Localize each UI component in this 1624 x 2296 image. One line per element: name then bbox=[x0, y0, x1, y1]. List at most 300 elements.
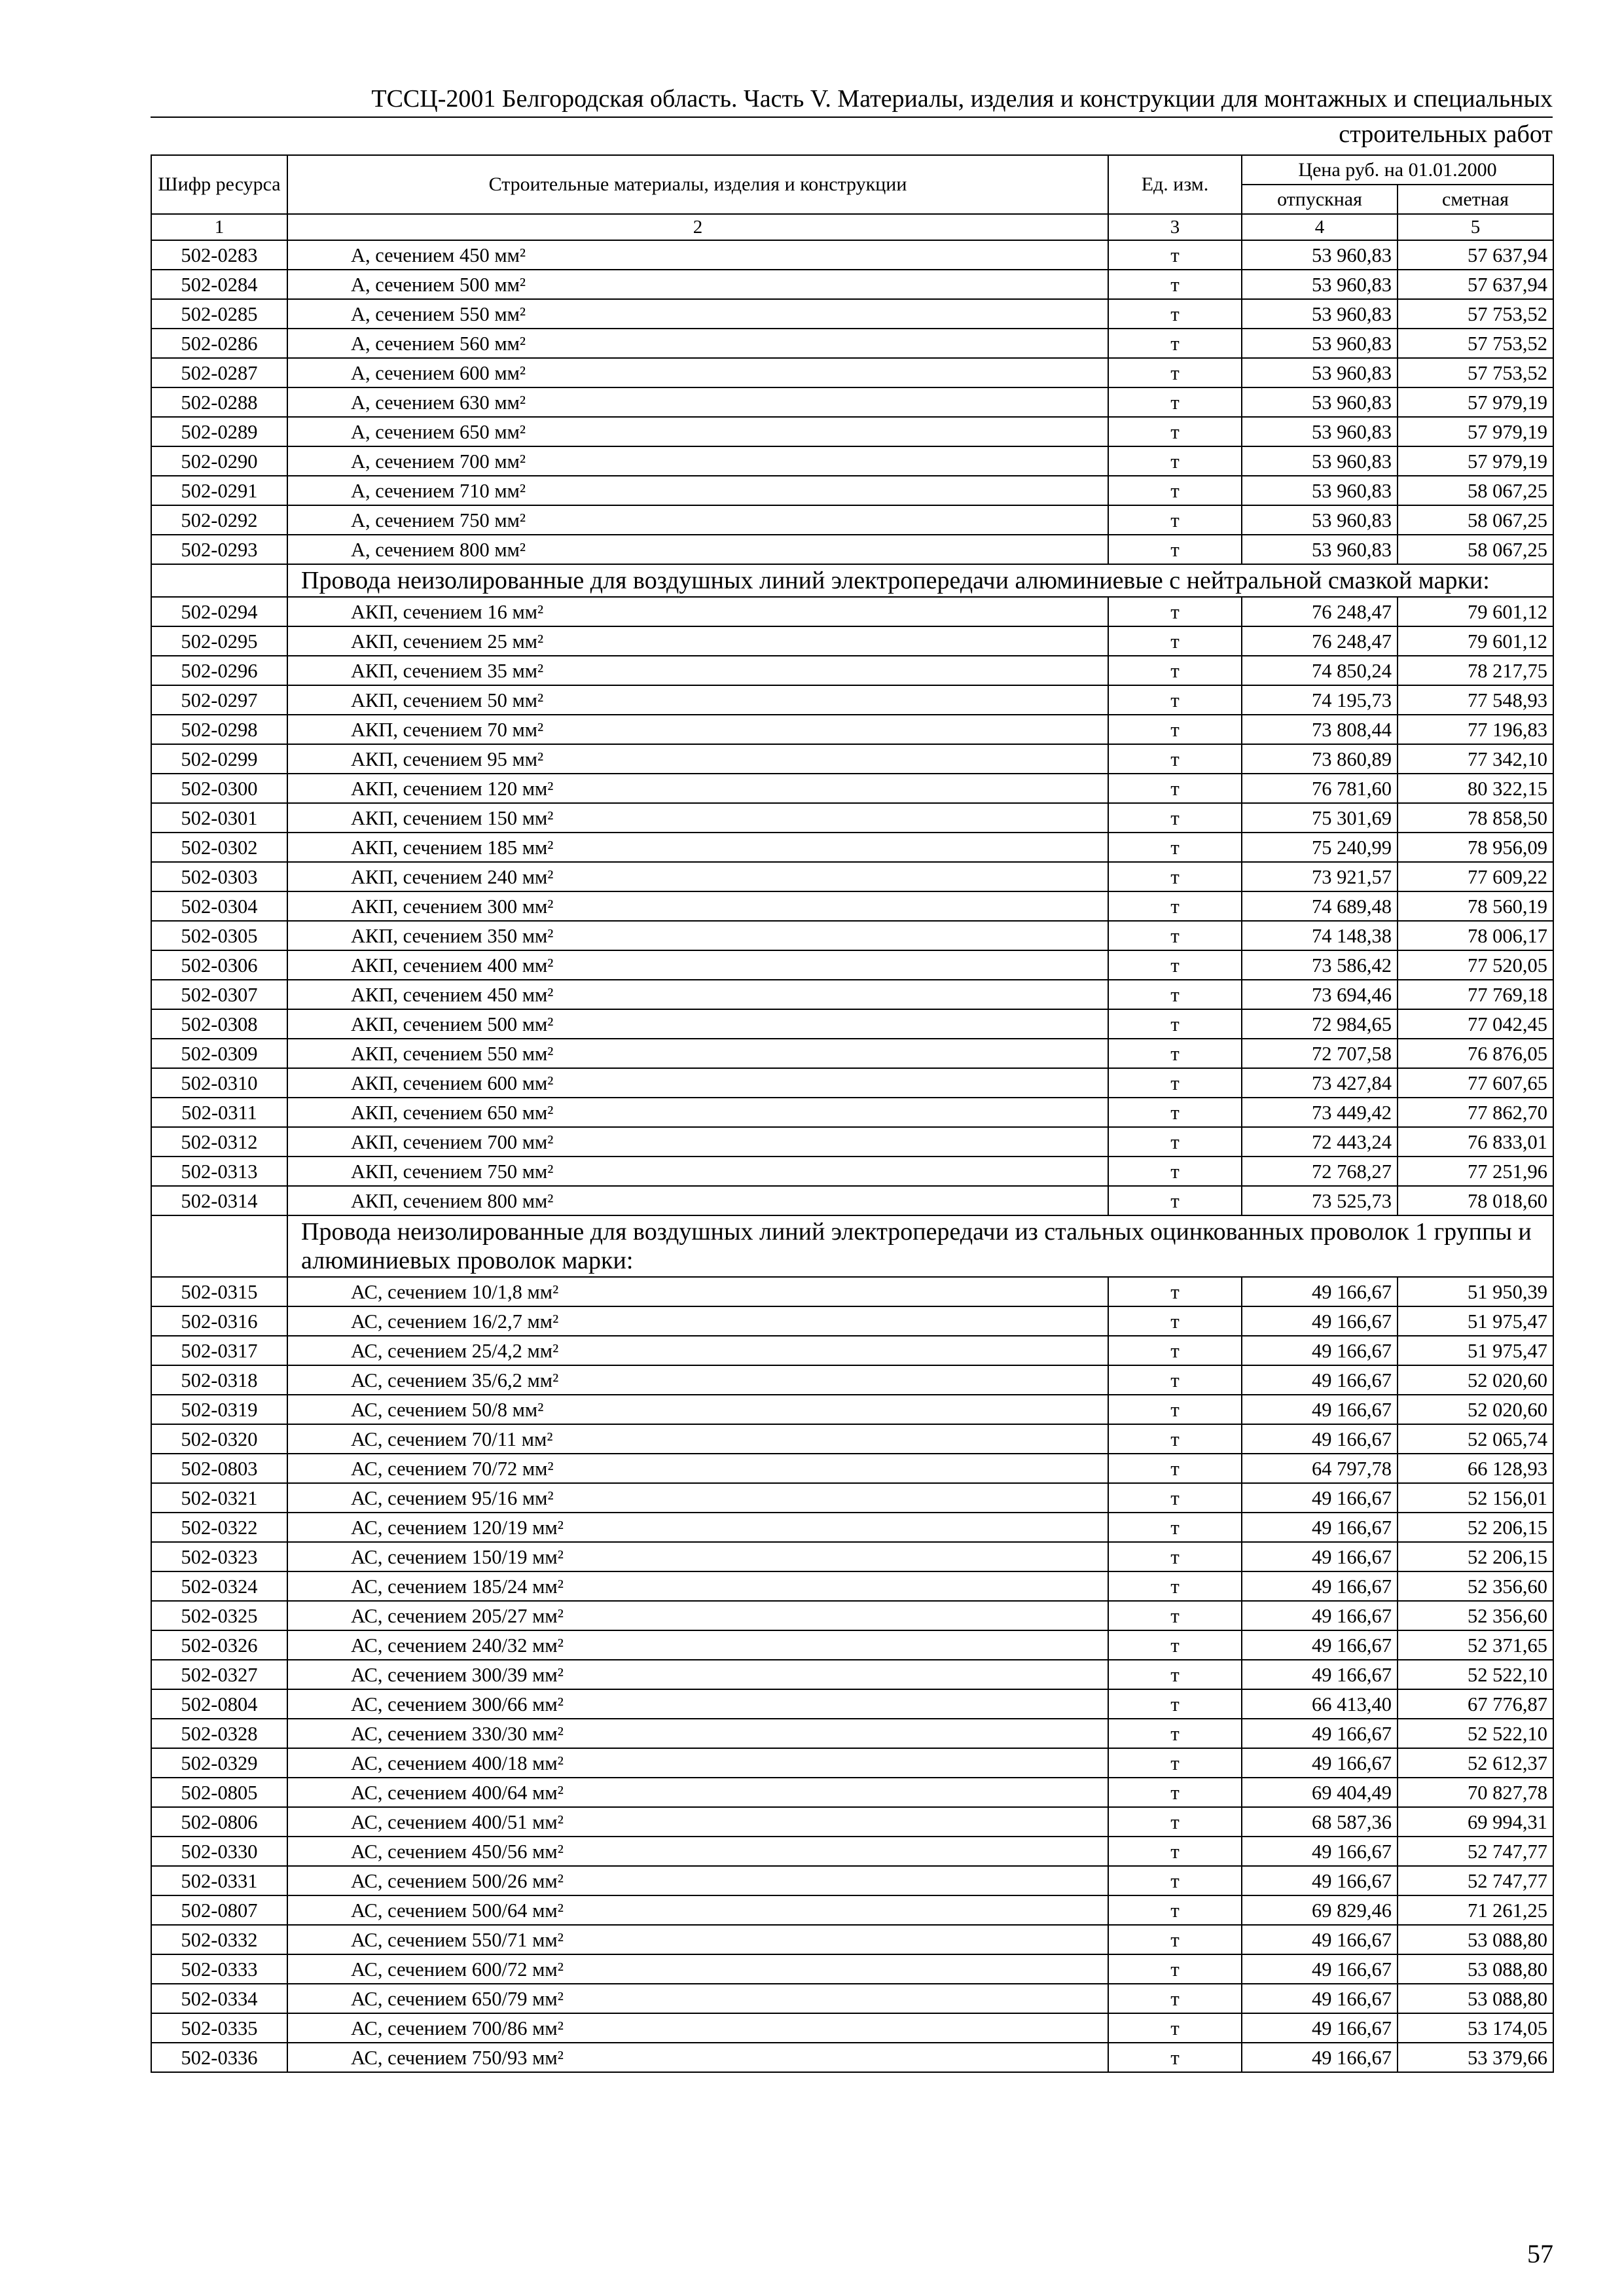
unit-cell: т bbox=[1108, 299, 1242, 329]
resource-code-cell: 502-0308 bbox=[151, 1009, 287, 1039]
material-name-cell: АС, сечением 500/64 мм² bbox=[287, 1895, 1108, 1925]
material-name-cell: АКП, сечением 35 мм² bbox=[287, 656, 1108, 685]
estimate-price-cell: 52 371,65 bbox=[1398, 1630, 1553, 1660]
table-row bbox=[151, 358, 1553, 387]
release-price-cell: 53 960,83 bbox=[1242, 358, 1398, 387]
unit-cell: т bbox=[1108, 1513, 1242, 1542]
unit-cell: т bbox=[1108, 387, 1242, 417]
release-price-cell: 49 166,67 bbox=[1242, 2013, 1398, 2043]
column-number: 2 bbox=[287, 214, 1108, 240]
resource-code-cell: 502-0330 bbox=[151, 1837, 287, 1866]
unit-cell: т bbox=[1108, 1866, 1242, 1895]
release-price-cell: 49 166,67 bbox=[1242, 1395, 1398, 1424]
estimate-price-cell: 79 601,12 bbox=[1398, 597, 1553, 626]
resource-code-cell: 502-0309 bbox=[151, 1039, 287, 1068]
page-number: 57 bbox=[1527, 2239, 1553, 2269]
material-name-cell: АС, сечением 400/64 мм² bbox=[287, 1778, 1108, 1807]
table-row bbox=[151, 862, 1553, 891]
unit-cell: т bbox=[1108, 1186, 1242, 1215]
estimate-price-cell: 78 858,50 bbox=[1398, 803, 1553, 833]
table-row bbox=[151, 1039, 1553, 1068]
unit-cell: т bbox=[1108, 1807, 1242, 1837]
release-price-cell: 75 301,69 bbox=[1242, 803, 1398, 833]
table-row bbox=[151, 921, 1553, 950]
material-name-cell: АКП, сечением 16 мм² bbox=[287, 597, 1108, 626]
release-price-cell: 49 166,67 bbox=[1242, 1837, 1398, 1866]
table-row bbox=[151, 715, 1553, 744]
estimate-price-cell: 52 206,15 bbox=[1398, 1513, 1553, 1542]
material-name-cell: АКП, сечением 350 мм² bbox=[287, 921, 1108, 950]
section-title: Провода неизолированные для воздушных линий электропередачи из стальных оцинкованных проволок 1 группы и алюминиевых проволок марки: bbox=[287, 1215, 1553, 1277]
estimate-price-cell: 57 979,19 bbox=[1398, 387, 1553, 417]
estimate-price-cell: 52 522,10 bbox=[1398, 1719, 1553, 1748]
estimate-price-cell: 52 020,60 bbox=[1398, 1395, 1553, 1424]
section-code-cell bbox=[151, 564, 287, 597]
resource-code-cell: 502-0804 bbox=[151, 1689, 287, 1719]
material-name-cell: АС, сечением 500/26 мм² bbox=[287, 1866, 1108, 1895]
table-row bbox=[151, 1954, 1553, 1984]
unit-cell: т bbox=[1108, 240, 1242, 270]
estimate-price-cell: 57 753,52 bbox=[1398, 329, 1553, 358]
material-name-cell: А, сечением 500 мм² bbox=[287, 270, 1108, 299]
table-row bbox=[151, 240, 1553, 270]
table-row bbox=[151, 1984, 1553, 2013]
release-price-cell: 73 525,73 bbox=[1242, 1186, 1398, 1215]
resource-code-cell: 502-0297 bbox=[151, 685, 287, 715]
unit-cell: т bbox=[1108, 1630, 1242, 1660]
material-name-cell: АКП, сечением 120 мм² bbox=[287, 774, 1108, 803]
column-number: 5 bbox=[1398, 214, 1553, 240]
unit-cell: т bbox=[1108, 1277, 1242, 1306]
unit-cell: т bbox=[1108, 626, 1242, 656]
section-row bbox=[151, 1215, 1553, 1277]
material-name-cell: АС, сечением 400/51 мм² bbox=[287, 1807, 1108, 1837]
release-price-cell: 72 443,24 bbox=[1242, 1127, 1398, 1157]
resource-code-cell: 502-0315 bbox=[151, 1277, 287, 1306]
estimate-price-cell: 69 994,31 bbox=[1398, 1807, 1553, 1837]
resource-code-cell: 502-0807 bbox=[151, 1895, 287, 1925]
material-name-cell: АКП, сечением 95 мм² bbox=[287, 744, 1108, 774]
unit-cell: т bbox=[1108, 270, 1242, 299]
column-number: 1 bbox=[151, 214, 287, 240]
estimate-price-cell: 77 042,45 bbox=[1398, 1009, 1553, 1039]
release-price-cell: 72 707,58 bbox=[1242, 1039, 1398, 1068]
estimate-price-cell: 51 950,39 bbox=[1398, 1277, 1553, 1306]
material-name-cell: АКП, сечением 650 мм² bbox=[287, 1098, 1108, 1127]
estimate-price-cell: 51 975,47 bbox=[1398, 1336, 1553, 1365]
material-name-cell: А, сечением 710 мм² bbox=[287, 476, 1108, 505]
unit-cell: т bbox=[1108, 744, 1242, 774]
release-price-cell: 73 808,44 bbox=[1242, 715, 1398, 744]
material-name-cell: А, сечением 650 мм² bbox=[287, 417, 1108, 446]
material-name-cell: АКП, сечением 185 мм² bbox=[287, 833, 1108, 862]
release-price-cell: 49 166,67 bbox=[1242, 1954, 1398, 1984]
resource-code-cell: 502-0291 bbox=[151, 476, 287, 505]
resource-code-cell: 502-0328 bbox=[151, 1719, 287, 1748]
table-row bbox=[151, 1306, 1553, 1336]
estimate-price-cell: 52 156,01 bbox=[1398, 1483, 1553, 1513]
material-name-cell: АС, сечением 240/32 мм² bbox=[287, 1630, 1108, 1660]
resource-code-cell: 502-0322 bbox=[151, 1513, 287, 1542]
estimate-price-cell: 77 520,05 bbox=[1398, 950, 1553, 980]
section-row bbox=[151, 564, 1553, 597]
release-price-cell: 49 166,67 bbox=[1242, 1866, 1398, 1895]
resource-code-cell: 502-0332 bbox=[151, 1925, 287, 1954]
unit-cell: т bbox=[1108, 715, 1242, 744]
table-row bbox=[151, 774, 1553, 803]
unit-cell: т bbox=[1108, 1039, 1242, 1068]
resource-code-cell: 502-0284 bbox=[151, 270, 287, 299]
table-row bbox=[151, 1277, 1553, 1306]
unit-cell: т bbox=[1108, 417, 1242, 446]
release-price-cell: 49 166,67 bbox=[1242, 1483, 1398, 1513]
unit-cell: т bbox=[1108, 1571, 1242, 1601]
material-name-cell: АС, сечением 50/8 мм² bbox=[287, 1395, 1108, 1424]
resource-code-cell: 502-0325 bbox=[151, 1601, 287, 1630]
release-price-cell: 49 166,67 bbox=[1242, 1748, 1398, 1778]
table-row bbox=[151, 476, 1553, 505]
release-price-cell: 73 921,57 bbox=[1242, 862, 1398, 891]
estimate-price-cell: 77 342,10 bbox=[1398, 744, 1553, 774]
release-price-cell: 66 413,40 bbox=[1242, 1689, 1398, 1719]
estimate-price-cell: 77 769,18 bbox=[1398, 980, 1553, 1009]
estimate-price-cell: 52 206,15 bbox=[1398, 1542, 1553, 1571]
release-price-cell: 49 166,67 bbox=[1242, 1571, 1398, 1601]
release-price-cell: 73 449,42 bbox=[1242, 1098, 1398, 1127]
resource-code-cell: 502-0320 bbox=[151, 1424, 287, 1454]
table-row bbox=[151, 1186, 1553, 1215]
table-row bbox=[151, 1630, 1553, 1660]
unit-cell: т bbox=[1108, 1306, 1242, 1336]
resource-code-cell: 502-0302 bbox=[151, 833, 287, 862]
estimate-price-cell: 80 322,15 bbox=[1398, 774, 1553, 803]
material-name-cell: А, сечением 600 мм² bbox=[287, 358, 1108, 387]
material-name-cell: АС, сечением 300/39 мм² bbox=[287, 1660, 1108, 1689]
unit-cell: т bbox=[1108, 1157, 1242, 1186]
material-name-cell: АКП, сечением 300 мм² bbox=[287, 891, 1108, 921]
column-header-unit: Ед. изм. bbox=[1108, 155, 1242, 214]
unit-cell: т bbox=[1108, 597, 1242, 626]
unit-cell: т bbox=[1108, 656, 1242, 685]
column-number: 4 bbox=[1242, 214, 1398, 240]
material-name-cell: АКП, сечением 50 мм² bbox=[287, 685, 1108, 715]
release-price-cell: 49 166,67 bbox=[1242, 1630, 1398, 1660]
column-number: 3 bbox=[1108, 214, 1242, 240]
release-price-cell: 49 166,67 bbox=[1242, 2043, 1398, 2072]
table-row bbox=[151, 950, 1553, 980]
table-row bbox=[151, 1068, 1553, 1098]
table-row bbox=[151, 535, 1553, 564]
material-name-cell: АС, сечением 600/72 мм² bbox=[287, 1954, 1108, 1984]
estimate-price-cell: 52 747,77 bbox=[1398, 1866, 1553, 1895]
unit-cell: т bbox=[1108, 921, 1242, 950]
release-price-cell: 49 166,67 bbox=[1242, 1365, 1398, 1395]
estimate-price-cell: 57 753,52 bbox=[1398, 358, 1553, 387]
resource-code-cell: 502-0316 bbox=[151, 1306, 287, 1336]
estimate-price-cell: 52 065,74 bbox=[1398, 1424, 1553, 1454]
estimate-price-cell: 77 196,83 bbox=[1398, 715, 1553, 744]
material-name-cell: АКП, сечением 550 мм² bbox=[287, 1039, 1108, 1068]
estimate-price-cell: 52 356,60 bbox=[1398, 1571, 1553, 1601]
resource-code-cell: 502-0290 bbox=[151, 446, 287, 476]
release-price-cell: 64 797,78 bbox=[1242, 1454, 1398, 1483]
table-row bbox=[151, 1660, 1553, 1689]
estimate-price-cell: 78 006,17 bbox=[1398, 921, 1553, 950]
table-row bbox=[151, 1807, 1553, 1837]
resource-code-cell: 502-0329 bbox=[151, 1748, 287, 1778]
release-price-cell: 53 960,83 bbox=[1242, 505, 1398, 535]
resource-code-cell: 502-0286 bbox=[151, 329, 287, 358]
material-name-cell: А, сечением 700 мм² bbox=[287, 446, 1108, 476]
price-table-header bbox=[151, 155, 1553, 240]
release-price-cell: 49 166,67 bbox=[1242, 1925, 1398, 1954]
release-price-cell: 53 960,83 bbox=[1242, 387, 1398, 417]
estimate-price-cell: 53 088,80 bbox=[1398, 1954, 1553, 1984]
unit-cell: т bbox=[1108, 1601, 1242, 1630]
unit-cell: т bbox=[1108, 1778, 1242, 1807]
release-price-cell: 49 166,67 bbox=[1242, 1424, 1398, 1454]
unit-cell: т bbox=[1108, 1542, 1242, 1571]
resource-code-cell: 502-0305 bbox=[151, 921, 287, 950]
material-name-cell: АС, сечением 120/19 мм² bbox=[287, 1513, 1108, 1542]
material-name-cell: АС, сечением 205/27 мм² bbox=[287, 1601, 1108, 1630]
table-row bbox=[151, 329, 1553, 358]
material-name-cell: АС, сечением 700/86 мм² bbox=[287, 2013, 1108, 2043]
release-price-cell: 53 960,83 bbox=[1242, 417, 1398, 446]
release-price-cell: 49 166,67 bbox=[1242, 1601, 1398, 1630]
table-row bbox=[151, 505, 1553, 535]
unit-cell: т bbox=[1108, 1748, 1242, 1778]
release-price-cell: 69 829,46 bbox=[1242, 1895, 1398, 1925]
resource-code-cell: 502-0313 bbox=[151, 1157, 287, 1186]
estimate-price-cell: 79 601,12 bbox=[1398, 626, 1553, 656]
resource-code-cell: 502-0283 bbox=[151, 240, 287, 270]
table-row bbox=[151, 1719, 1553, 1748]
column-header-price-release: отпускная bbox=[1242, 185, 1398, 214]
release-price-cell: 49 166,67 bbox=[1242, 1277, 1398, 1306]
unit-cell: т bbox=[1108, 1454, 1242, 1483]
table-row bbox=[151, 1098, 1553, 1127]
resource-code-cell: 502-0304 bbox=[151, 891, 287, 921]
resource-code-cell: 502-0299 bbox=[151, 744, 287, 774]
release-price-cell: 74 195,73 bbox=[1242, 685, 1398, 715]
unit-cell: т bbox=[1108, 891, 1242, 921]
table-row bbox=[151, 2043, 1553, 2072]
table-row bbox=[151, 833, 1553, 862]
material-name-cell: АКП, сечением 150 мм² bbox=[287, 803, 1108, 833]
column-header-name: Строительные материалы, изделия и конструкции bbox=[287, 155, 1108, 214]
table-row bbox=[151, 1601, 1553, 1630]
release-price-cell: 53 960,83 bbox=[1242, 329, 1398, 358]
release-price-cell: 74 689,48 bbox=[1242, 891, 1398, 921]
release-price-cell: 49 166,67 bbox=[1242, 1542, 1398, 1571]
release-price-cell: 76 781,60 bbox=[1242, 774, 1398, 803]
unit-cell: т bbox=[1108, 1068, 1242, 1098]
unit-cell: т bbox=[1108, 1925, 1242, 1954]
resource-code-cell: 502-0324 bbox=[151, 1571, 287, 1601]
table-row bbox=[151, 1009, 1553, 1039]
material-name-cell: АС, сечением 10/1,8 мм² bbox=[287, 1277, 1108, 1306]
release-price-cell: 73 694,46 bbox=[1242, 980, 1398, 1009]
material-name-cell: АКП, сечением 450 мм² bbox=[287, 980, 1108, 1009]
resource-code-cell: 502-0312 bbox=[151, 1127, 287, 1157]
release-price-cell: 69 404,49 bbox=[1242, 1778, 1398, 1807]
material-name-cell: А, сечением 450 мм² bbox=[287, 240, 1108, 270]
estimate-price-cell: 78 956,09 bbox=[1398, 833, 1553, 862]
release-price-cell: 49 166,67 bbox=[1242, 1719, 1398, 1748]
unit-cell: т bbox=[1108, 1336, 1242, 1365]
resource-code-cell: 502-0301 bbox=[151, 803, 287, 833]
estimate-price-cell: 71 261,25 bbox=[1398, 1895, 1553, 1925]
unit-cell: т bbox=[1108, 1837, 1242, 1866]
material-name-cell: АС, сечением 185/24 мм² bbox=[287, 1571, 1108, 1601]
resource-code-cell: 502-0335 bbox=[151, 2013, 287, 2043]
material-name-cell: АС, сечением 150/19 мм² bbox=[287, 1542, 1108, 1571]
material-name-cell: АКП, сечением 600 мм² bbox=[287, 1068, 1108, 1098]
material-name-cell: А, сечением 550 мм² bbox=[287, 299, 1108, 329]
page-header bbox=[151, 84, 1553, 149]
release-price-cell: 74 148,38 bbox=[1242, 921, 1398, 950]
material-name-cell: А, сечением 630 мм² bbox=[287, 387, 1108, 417]
price-table-body bbox=[151, 240, 1553, 2072]
unit-cell: т bbox=[1108, 1009, 1242, 1039]
release-price-cell: 73 586,42 bbox=[1242, 950, 1398, 980]
table-row bbox=[151, 1542, 1553, 1571]
resource-code-cell: 502-0292 bbox=[151, 505, 287, 535]
material-name-cell: АС, сечением 450/56 мм² bbox=[287, 1837, 1108, 1866]
table-row bbox=[151, 417, 1553, 446]
resource-code-cell: 502-0326 bbox=[151, 1630, 287, 1660]
unit-cell: т bbox=[1108, 1395, 1242, 1424]
table-row bbox=[151, 1127, 1553, 1157]
estimate-price-cell: 78 560,19 bbox=[1398, 891, 1553, 921]
unit-cell: т bbox=[1108, 1483, 1242, 1513]
resource-code-cell: 502-0300 bbox=[151, 774, 287, 803]
resource-code-cell: 502-0318 bbox=[151, 1365, 287, 1395]
material-name-cell: АС, сечением 750/93 мм² bbox=[287, 2043, 1108, 2072]
table-row bbox=[151, 2013, 1553, 2043]
estimate-price-cell: 66 128,93 bbox=[1398, 1454, 1553, 1483]
release-price-cell: 75 240,99 bbox=[1242, 833, 1398, 862]
unit-cell: т bbox=[1108, 803, 1242, 833]
unit-cell: т bbox=[1108, 862, 1242, 891]
resource-code-cell: 502-0285 bbox=[151, 299, 287, 329]
estimate-price-cell: 76 876,05 bbox=[1398, 1039, 1553, 1068]
resource-code-cell: 502-0293 bbox=[151, 535, 287, 564]
table-row bbox=[151, 1513, 1553, 1542]
material-name-cell: АС, сечением 25/4,2 мм² bbox=[287, 1336, 1108, 1365]
table-row bbox=[151, 270, 1553, 299]
estimate-price-cell: 57 637,94 bbox=[1398, 240, 1553, 270]
table-row bbox=[151, 387, 1553, 417]
table-row bbox=[151, 1866, 1553, 1895]
unit-cell: т bbox=[1108, 476, 1242, 505]
price-table bbox=[151, 154, 1554, 2073]
estimate-price-cell: 51 975,47 bbox=[1398, 1306, 1553, 1336]
table-row bbox=[151, 1571, 1553, 1601]
resource-code-cell: 502-0317 bbox=[151, 1336, 287, 1365]
unit-cell: т bbox=[1108, 329, 1242, 358]
release-price-cell: 76 248,47 bbox=[1242, 626, 1398, 656]
resource-code-cell: 502-0307 bbox=[151, 980, 287, 1009]
material-name-cell: АКП, сечением 700 мм² bbox=[287, 1127, 1108, 1157]
release-price-cell: 74 850,24 bbox=[1242, 656, 1398, 685]
resource-code-cell: 502-0289 bbox=[151, 417, 287, 446]
table-row bbox=[151, 1365, 1553, 1395]
release-price-cell: 53 960,83 bbox=[1242, 535, 1398, 564]
column-header-price-estimate: сметная bbox=[1398, 185, 1553, 214]
unit-cell: т bbox=[1108, 358, 1242, 387]
resource-code-cell: 502-0805 bbox=[151, 1778, 287, 1807]
release-price-cell: 76 248,47 bbox=[1242, 597, 1398, 626]
table-row bbox=[151, 1483, 1553, 1513]
table-row bbox=[151, 656, 1553, 685]
resource-code-cell: 502-0327 bbox=[151, 1660, 287, 1689]
table-row bbox=[151, 1157, 1553, 1186]
table-row bbox=[151, 1837, 1553, 1866]
unit-cell: т bbox=[1108, 505, 1242, 535]
estimate-price-cell: 52 612,37 bbox=[1398, 1748, 1553, 1778]
unit-cell: т bbox=[1108, 446, 1242, 476]
release-price-cell: 53 960,83 bbox=[1242, 240, 1398, 270]
table-row bbox=[151, 597, 1553, 626]
estimate-price-cell: 52 356,60 bbox=[1398, 1601, 1553, 1630]
resource-code-cell: 502-0310 bbox=[151, 1068, 287, 1098]
release-price-cell: 49 166,67 bbox=[1242, 1306, 1398, 1336]
unit-cell: т bbox=[1108, 1127, 1242, 1157]
estimate-price-cell: 58 067,25 bbox=[1398, 476, 1553, 505]
estimate-price-cell: 77 251,96 bbox=[1398, 1157, 1553, 1186]
section-code-cell bbox=[151, 1215, 287, 1277]
table-row bbox=[151, 1895, 1553, 1925]
release-price-cell: 53 960,83 bbox=[1242, 299, 1398, 329]
estimate-price-cell: 57 979,19 bbox=[1398, 446, 1553, 476]
estimate-price-cell: 57 979,19 bbox=[1398, 417, 1553, 446]
table-row bbox=[151, 1454, 1553, 1483]
resource-code-cell: 502-0803 bbox=[151, 1454, 287, 1483]
estimate-price-cell: 70 827,78 bbox=[1398, 1778, 1553, 1807]
material-name-cell: АКП, сечением 800 мм² bbox=[287, 1186, 1108, 1215]
estimate-price-cell: 52 747,77 bbox=[1398, 1837, 1553, 1866]
resource-code-cell: 502-0331 bbox=[151, 1866, 287, 1895]
release-price-cell: 53 960,83 bbox=[1242, 446, 1398, 476]
resource-code-cell: 502-0303 bbox=[151, 862, 287, 891]
material-name-cell: АС, сечением 35/6,2 мм² bbox=[287, 1365, 1108, 1395]
table-row bbox=[151, 803, 1553, 833]
column-numbers-row bbox=[151, 214, 1553, 240]
estimate-price-cell: 77 609,22 bbox=[1398, 862, 1553, 891]
resource-code-cell: 502-0295 bbox=[151, 626, 287, 656]
table-row bbox=[151, 1778, 1553, 1807]
table-row bbox=[151, 1424, 1553, 1454]
table-row bbox=[151, 1689, 1553, 1719]
header-title-line2: строительных работ bbox=[1339, 120, 1553, 148]
release-price-cell: 49 166,67 bbox=[1242, 1336, 1398, 1365]
estimate-price-cell: 77 862,70 bbox=[1398, 1098, 1553, 1127]
release-price-cell: 72 984,65 bbox=[1242, 1009, 1398, 1039]
table-row bbox=[151, 891, 1553, 921]
table-row bbox=[151, 446, 1553, 476]
material-name-cell: АКП, сечением 240 мм² bbox=[287, 862, 1108, 891]
material-name-cell: АС, сечением 70/11 мм² bbox=[287, 1424, 1108, 1454]
resource-code-cell: 502-0287 bbox=[151, 358, 287, 387]
table-row bbox=[151, 980, 1553, 1009]
release-price-cell: 49 166,67 bbox=[1242, 1660, 1398, 1689]
estimate-price-cell: 76 833,01 bbox=[1398, 1127, 1553, 1157]
section-title: Провода неизолированные для воздушных линий электропередачи алюминиевые с нейтральной смазкой марки: bbox=[287, 564, 1553, 597]
material-name-cell: АС, сечением 400/18 мм² bbox=[287, 1748, 1108, 1778]
estimate-price-cell: 78 217,75 bbox=[1398, 656, 1553, 685]
